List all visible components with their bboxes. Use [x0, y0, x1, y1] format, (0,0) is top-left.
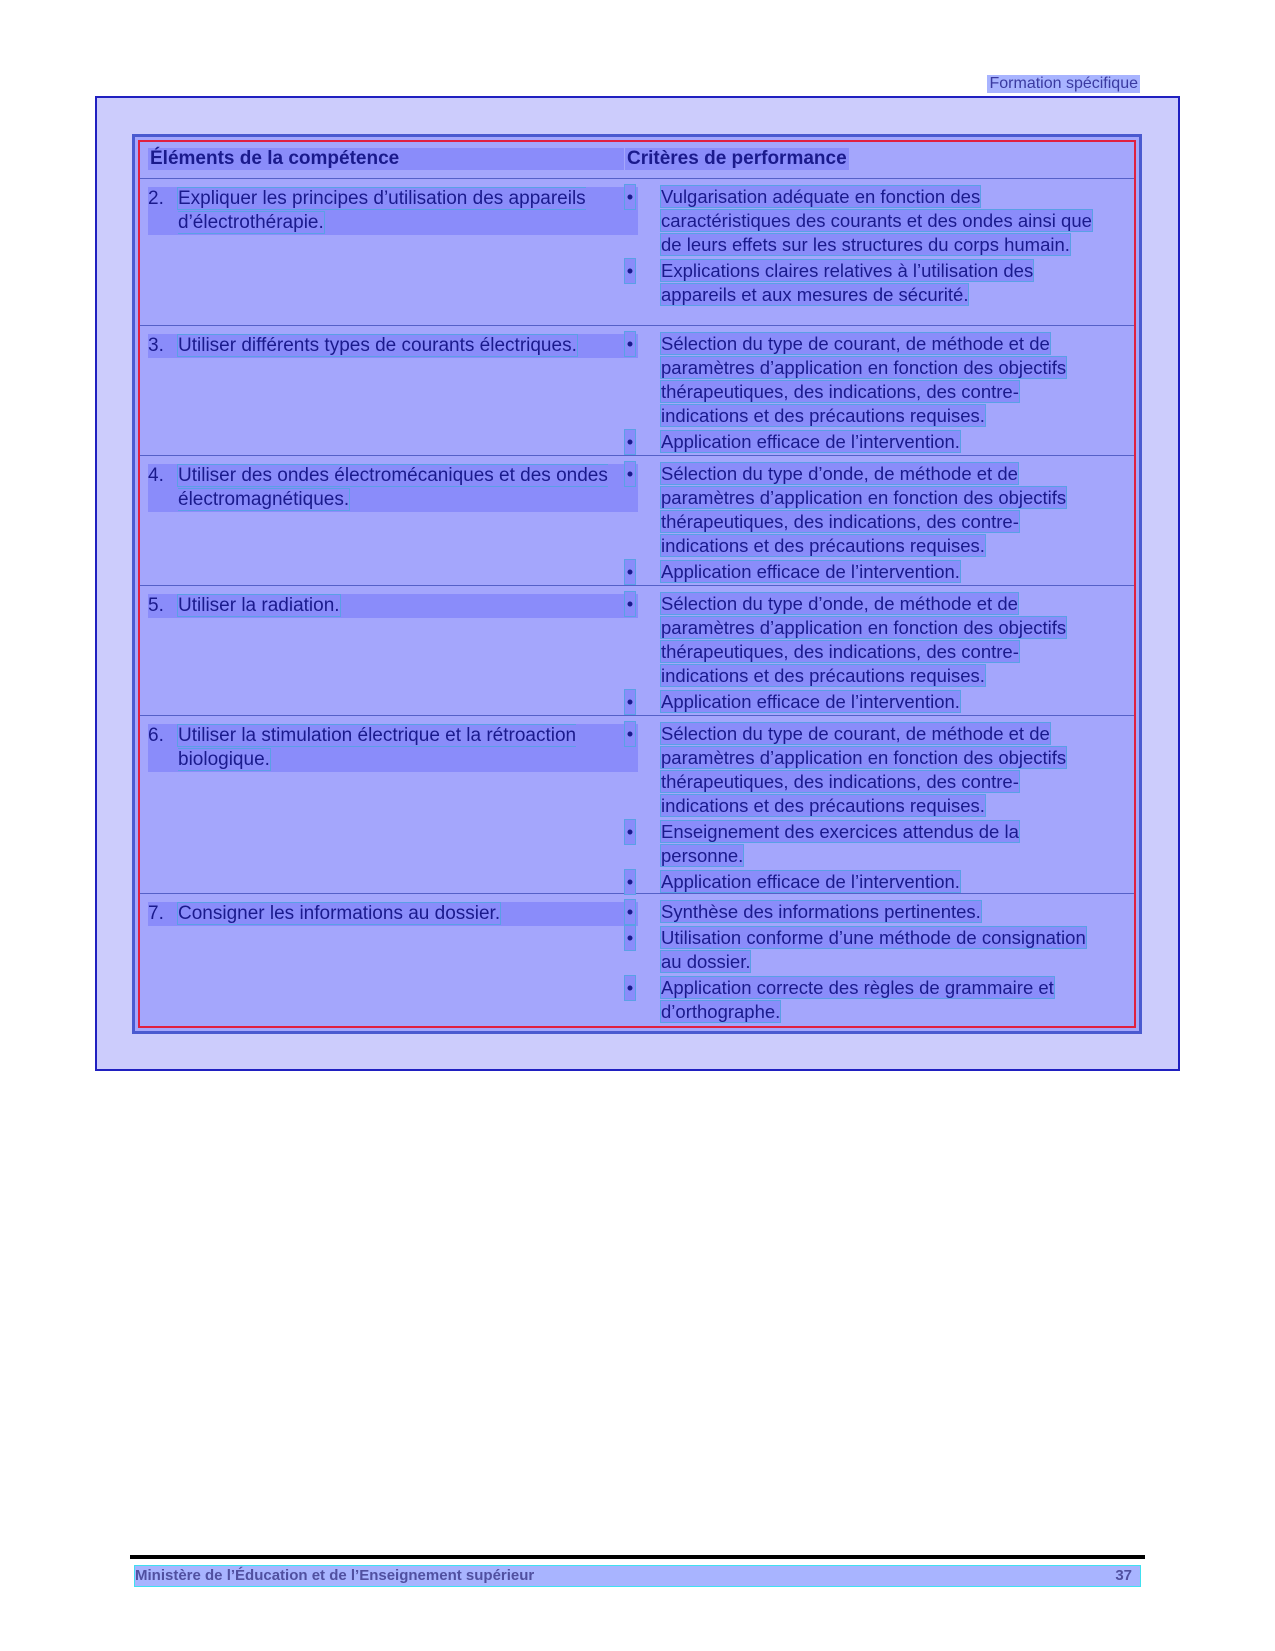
criterion-item [625, 976, 1095, 1024]
element-number: 3. [148, 335, 164, 356]
element-text: Utiliser la radiation. [178, 595, 340, 616]
criterion-item [625, 560, 1095, 584]
criterion-text: Application efficace de l’intervention. [661, 431, 960, 452]
criterion-item [625, 462, 1095, 558]
criterion-text: Enseignement des exercices attendus de la personne. [661, 821, 1019, 866]
bullet-icon: • [626, 431, 634, 452]
footer-ministry: Ministère de l’Éducation et de l’Enseignement supérieur [135, 1567, 535, 1584]
element-number: 7. [148, 903, 164, 924]
element-text: Expliquer les principes d’utilisation des appareils d’électrothérapie. [178, 188, 586, 233]
bullet-icon: • [626, 901, 634, 922]
bullet-icon: • [626, 821, 634, 842]
footer-rule [130, 1555, 1145, 1559]
bullet-icon: • [626, 561, 634, 582]
element-number: 5. [148, 595, 164, 616]
criterion-text: Utilisation conforme d’une méthode de consignation au dossier. [661, 927, 1086, 972]
element-cell [148, 187, 638, 235]
element-cell [148, 902, 638, 926]
criterion-item [625, 592, 1095, 688]
table-row [140, 894, 1134, 1030]
criterion-item [625, 820, 1095, 868]
criterion-item [625, 926, 1095, 974]
table-row [140, 456, 1134, 586]
criterion-item [625, 259, 1095, 307]
element-number: 2. [148, 188, 164, 209]
criteria-cell [625, 722, 1095, 896]
table-header-row [140, 142, 1134, 179]
footer [135, 1566, 1140, 1586]
criterion-text: Application correcte des règles de grammaire et d’orthographe. [661, 977, 1054, 1022]
running-header: Formation spécifique [989, 75, 1138, 92]
bullet-icon: • [626, 186, 634, 207]
page-number: 37 [1115, 1567, 1132, 1584]
criterion-text: Synthèse des informations pertinentes. [661, 901, 981, 922]
bullet-icon: • [626, 977, 634, 998]
table-row [140, 586, 1134, 716]
criterion-item [625, 185, 1095, 257]
criteria-cell [625, 592, 1095, 716]
element-text: Utiliser différents types de courants électriques. [178, 335, 577, 356]
element-number: 4. [148, 465, 164, 486]
bullet-icon: • [626, 723, 634, 744]
criterion-item [625, 722, 1095, 818]
table-row [140, 179, 1134, 326]
element-number: 6. [148, 725, 164, 746]
criterion-text: Explications claires relatives à l’utilisation des appareils et aux mesures de sécurité. [661, 260, 1034, 305]
bullet-icon: • [626, 333, 634, 354]
criteria-cell [625, 900, 1095, 1026]
column-header-elements: Éléments de la compétence [148, 148, 624, 170]
bullet-icon: • [626, 927, 634, 948]
table-body [138, 140, 1136, 1028]
criterion-text: Sélection du type de courant, de méthode et de paramètres d’application en fonction des objectifs thérapeutiques, des indications, des contre-indications et des précautions requises. [661, 723, 1067, 816]
bullet-icon: • [626, 871, 634, 892]
criterion-text: Sélection du type d’onde, de méthode et de paramètres d’application en fonction des objectifs thérapeutiques, des indications, des contre-indications et des précautions requises. [661, 463, 1067, 556]
element-cell [148, 464, 638, 512]
criteria-cell [625, 462, 1095, 586]
criterion-text: Vulgarisation adéquate en fonction des caractéristiques des courants et des ondes ainsi que de leurs effets sur les structures du corps humain. [661, 186, 1092, 255]
bullet-icon: • [626, 463, 634, 484]
competence-table [132, 134, 1142, 1034]
bullet-icon: • [626, 691, 634, 712]
table-row [140, 326, 1134, 456]
element-text: Utiliser la stimulation électrique et la rétroaction biologique. [178, 725, 577, 770]
criteria-cell [625, 185, 1095, 309]
bullet-icon: • [626, 593, 634, 614]
column-header-criteria: Critères de performance [627, 148, 847, 169]
bullet-icon: • [626, 260, 634, 281]
element-cell [148, 594, 638, 618]
element-cell [148, 334, 638, 358]
criterion-text: Application efficace de l’intervention. [661, 561, 960, 582]
criterion-item [625, 870, 1095, 894]
criterion-item [625, 430, 1095, 454]
criterion-text: Application efficace de l’intervention. [661, 691, 960, 712]
criterion-item [625, 690, 1095, 714]
element-text: Consigner les informations au dossier. [178, 903, 501, 924]
criterion-text: Application efficace de l’intervention. [661, 871, 960, 892]
table-row [140, 716, 1134, 894]
element-cell [148, 724, 638, 772]
criterion-item [625, 900, 1095, 924]
criteria-cell [625, 332, 1095, 456]
criterion-item [625, 332, 1095, 428]
criterion-text: Sélection du type d’onde, de méthode et de paramètres d’application en fonction des objectifs thérapeutiques, des indications, des contre-indications et des précautions requises. [661, 593, 1067, 686]
element-text: Utiliser des ondes électromécaniques et des ondes électromagnétiques. [178, 465, 608, 510]
criterion-text: Sélection du type de courant, de méthode et de paramètres d’application en fonction des objectifs thérapeutiques, des indications, des contre-indications et des précautions requises. [661, 333, 1067, 426]
